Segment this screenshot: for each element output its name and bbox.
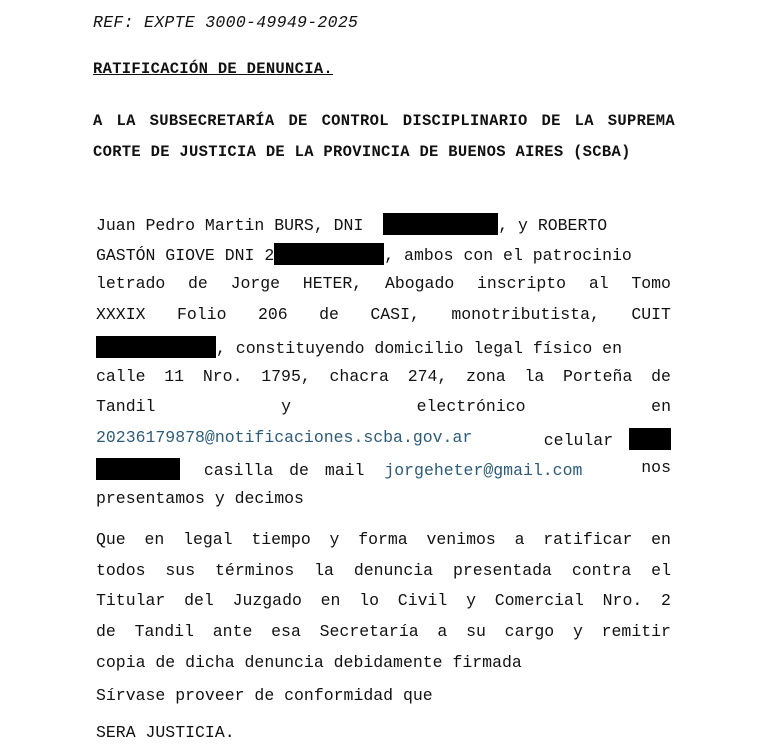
p2-row-1 (96, 525, 671, 556)
p2-r3-word: Juzgado (232, 591, 302, 611)
p1-line-3 (96, 274, 671, 294)
p2-r1-word: tiempo (251, 530, 311, 549)
p1-l3-word: de (188, 274, 208, 293)
p1-l8-cel-group (544, 428, 671, 451)
p1-l6-word: 274, (407, 367, 448, 386)
p1-line-6 (96, 367, 671, 387)
p1-line-2 (96, 243, 671, 266)
redaction-dni-1 (383, 213, 498, 235)
p1-l3-word: inscripto (476, 274, 567, 293)
p1-l6-word: Porteña (563, 367, 633, 386)
p1-l3-word: Abogado (384, 274, 455, 293)
p2-r1-word: forma (358, 530, 408, 549)
p2-r4-word: a (437, 622, 448, 642)
p1-l2-text-b: , ambos con el patrocinio (384, 246, 632, 265)
p2-r4-word: esa (271, 622, 301, 642)
personal-email-link[interactable]: jorgeheter@gmail.com (384, 461, 583, 480)
p2-r1-word: venimos (426, 530, 496, 549)
p2-r3-word: Nro. (602, 591, 643, 611)
p2-r1-word: en (144, 530, 165, 549)
p1-l6-word: 11 (164, 367, 185, 386)
p1-l4-word: monotributista, (451, 305, 600, 324)
p2-r1-word: en (651, 530, 671, 549)
ratification-paragraph (96, 525, 671, 679)
p1-l3-word: al (588, 274, 609, 293)
p1-l8-cel-text: celular (543, 431, 614, 450)
p2-r3-word: 2 (661, 591, 671, 611)
p2-r3-word: Titular (96, 591, 166, 611)
p2-r2-word: sus (165, 560, 196, 580)
p1-l7-word: y (281, 397, 291, 416)
addressee-block: A LA SUBSECRETARÍA DE CONTROL DISCIPLINARIO DE LA SUPREMA CORTE DE JUSTICIA DE LA PROVINCIA DE BUENOS AIRES (SCBA) (93, 112, 675, 161)
redaction-phone-2 (96, 458, 180, 480)
p1-l4-word: XXXIX (96, 305, 146, 324)
redaction-phone-1 (629, 428, 671, 450)
p1-l4-word: CUIT (631, 305, 671, 324)
p2-r2-word: presentada (452, 560, 552, 580)
p2-r4-word: y (572, 622, 583, 642)
p1-l4-word: de (319, 305, 339, 324)
p1-line-1 (96, 213, 671, 236)
p1-line-7 (96, 397, 671, 417)
p1-l4-word: 206 (257, 305, 288, 324)
redaction-dni-2 (274, 243, 384, 265)
document-title: RATIFICACIÓN DE DENUNCIA. (93, 60, 334, 78)
closing-justice: SERA JUSTICIA. (96, 723, 235, 742)
p2-r1-word: legal (183, 530, 233, 549)
p1-l6-word: chacra (329, 367, 389, 386)
p1-l4-word: Folio (176, 305, 227, 324)
reference-line: REF: EXPTE 3000-49949-2025 (93, 13, 359, 32)
p1-l1-text-b: , y ROBERTO (498, 216, 608, 235)
p2-r1-word: ratificar (543, 530, 633, 549)
p1-l6-word: zona (466, 367, 506, 386)
p1-l5-text: , constituyendo domicilio legal físico en (216, 339, 622, 358)
p2-r4-word: ante (212, 622, 253, 642)
p2-r2-word: todos (96, 560, 146, 580)
p2-row-2 (96, 556, 671, 587)
p1-l7-word: Tandil (96, 397, 156, 416)
p2-r2-word: el (651, 560, 671, 580)
p1-line-5 (96, 336, 671, 359)
p2-r2-word: la (314, 560, 334, 580)
p2-r4-word: Secretaría (319, 622, 419, 642)
p1-l4-word: CASI, (370, 305, 420, 324)
p1-line-10: presentamos y decimos (96, 489, 304, 508)
p1-l6-word: 1795, (261, 367, 311, 386)
redaction-cuit (96, 336, 216, 358)
p2-r2-word: contra (571, 560, 632, 580)
p1-l3-word: letrado (96, 274, 166, 293)
p1-l7-word: en (651, 397, 671, 416)
p1-line-9 (96, 458, 671, 481)
p2-row-4 (96, 617, 671, 648)
p2-r2-word: términos (215, 560, 295, 580)
p1-l6-word: la (524, 367, 545, 386)
closing-request: Sírvase proveer de conformidad que (96, 686, 433, 705)
p1-line-4 (96, 305, 671, 325)
p1-l3-word: HETER, (302, 274, 363, 293)
p1-l1-text-a: Juan Pedro Martin BURS, DNI (96, 216, 364, 235)
p2-r3-word: en (320, 591, 341, 611)
p2-r4-word: cargo (504, 622, 555, 642)
p2-r1-word: y (329, 530, 340, 549)
p1-l7-word: electrónico (416, 397, 526, 416)
p2-r1-word: a (514, 530, 525, 549)
p2-r4-word: de (96, 622, 116, 642)
notifications-email-link[interactable]: 20236179878@notificaciones.scba.gov.ar (96, 428, 473, 447)
p2-r4-word: remitir (601, 622, 671, 642)
p2-r3-word: del (184, 591, 214, 611)
p1-l6-word: Nro. (202, 367, 243, 386)
p2-r4-word: su (466, 622, 486, 642)
p1-l2-text-a: GASTÓN GIOVE DNI 2 (96, 246, 275, 265)
p2-row-3 (96, 586, 671, 617)
p1-l9-casilla: casilla de mail (203, 461, 365, 480)
p1-l6-word: de (651, 367, 671, 386)
p2-r1-word: Que (96, 530, 126, 549)
p2-r3-word: Comercial (494, 591, 584, 611)
p2-r3-word: y (466, 591, 476, 611)
p1-line-8 (96, 428, 671, 451)
p1-l6-word: calle (96, 367, 146, 386)
p2-row-5: copia de dicha denuncia debidamente firmada (96, 652, 522, 672)
p1-l3-word: Jorge (230, 274, 281, 293)
p2-r4-word: Tandil (134, 622, 194, 642)
p1-l9-nos: nos (641, 458, 671, 477)
p1-l3-word: Tomo (631, 274, 671, 293)
p2-r3-word: lo (359, 591, 380, 611)
p2-r2-word: denuncia (353, 560, 434, 580)
p2-r3-word: Civil (397, 591, 448, 611)
